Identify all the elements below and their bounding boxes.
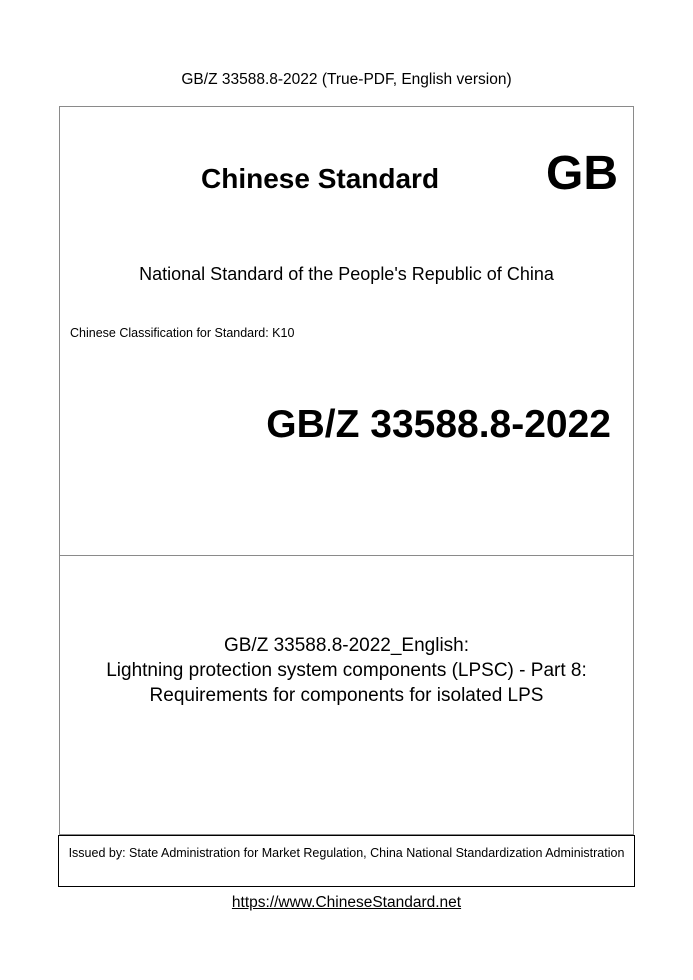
gb-mark: GB xyxy=(546,147,618,200)
document-title-line-2: Lightning protection system components (LPSC) - Part 8: xyxy=(106,660,587,681)
issuer-box xyxy=(58,835,635,887)
document-title-line-3: Requirements for components for isolated LPS xyxy=(149,685,544,706)
national-standard-title: National Standard of the People's Republic of China xyxy=(139,264,554,284)
footer xyxy=(0,893,693,913)
issuer-text: Issued by: State Administration for Market Regulation, China National Standardization Administration xyxy=(68,846,625,860)
standard-heading: Chinese Standard xyxy=(201,163,440,194)
document-title-line-1: GB/Z 33588.8-2022_English: xyxy=(223,635,470,656)
standard-code: GB/Z 33588.8-2022 xyxy=(266,403,611,446)
document-header-title: GB/Z 33588.8-2022 (True-PDF, English version) xyxy=(181,71,512,88)
cover-divider xyxy=(60,555,633,556)
classification-label: Chinese Classification for Standard: K10 xyxy=(70,326,295,340)
document-title xyxy=(59,633,634,708)
website-link[interactable]: https://www.ChineseStandard.net xyxy=(231,894,462,911)
cover-frame xyxy=(59,106,634,835)
